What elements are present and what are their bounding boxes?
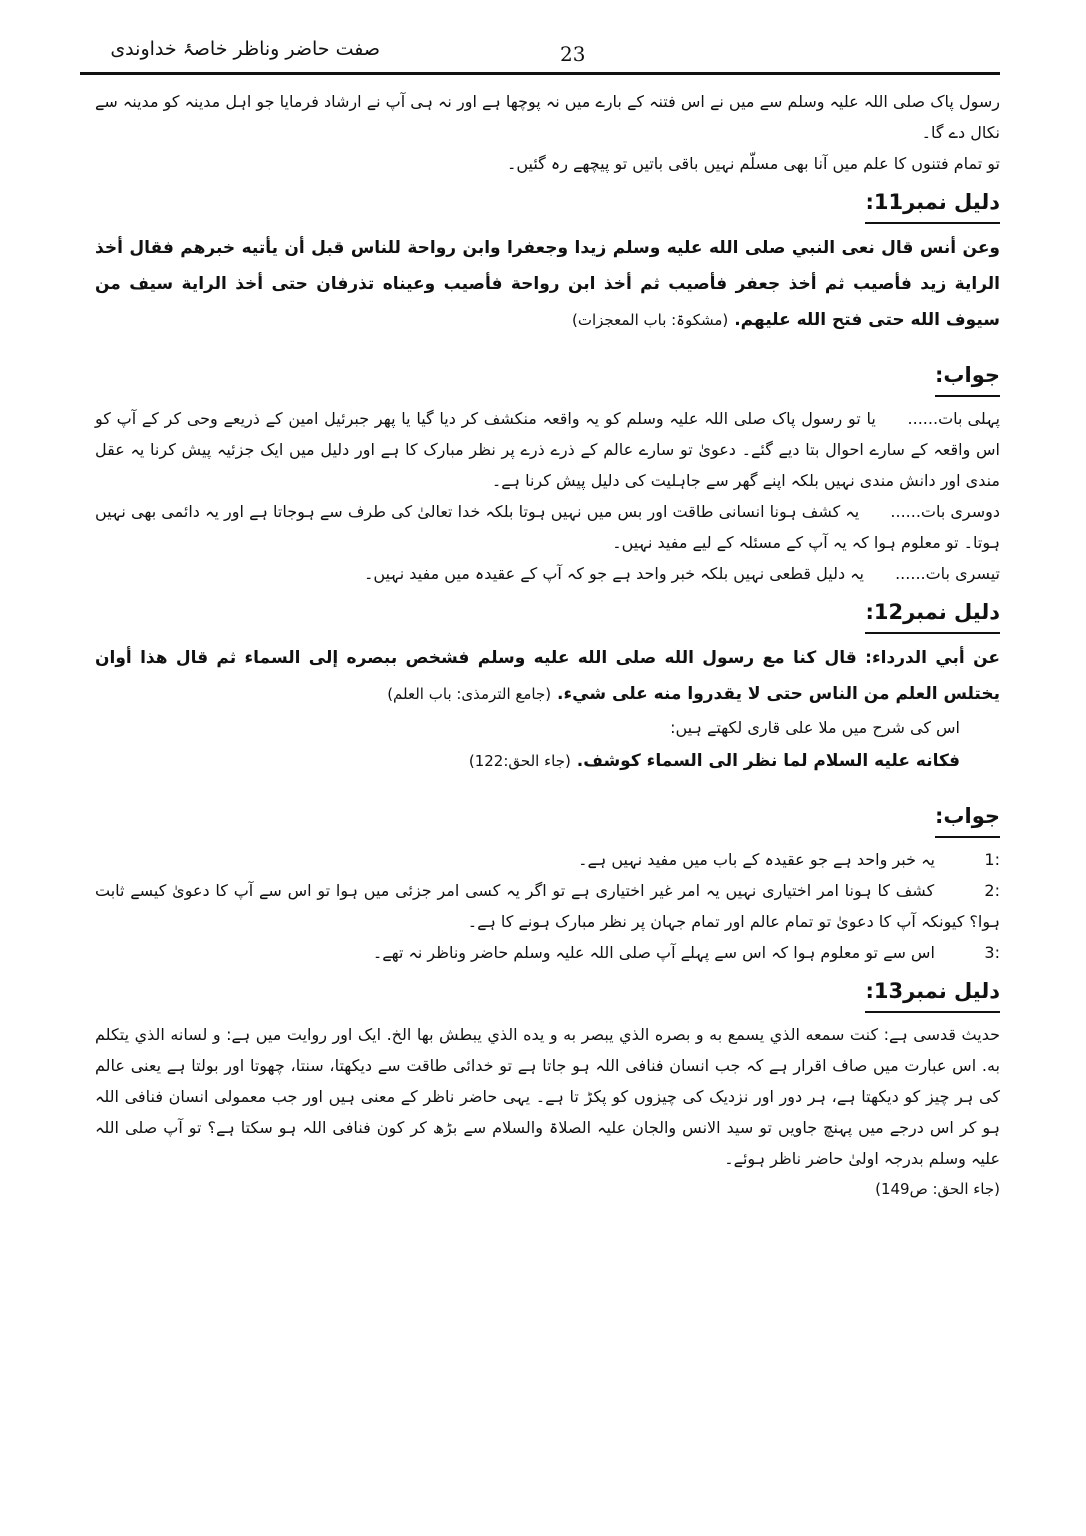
jawab-1-third-point	[95, 558, 1000, 589]
dalil-13-heading-text: دلیل نمبر13:	[865, 972, 1000, 1013]
first-point-label: پہلی بات......	[907, 409, 1000, 428]
item-text: یہ خبر واحد ہے جو عقیدہ کے باب میں مفید نہیں ہے۔	[578, 850, 935, 869]
dalil-11-reference: (مشکوۃ: باب المعجزات)	[571, 311, 729, 329]
jawab-2-item	[95, 844, 1000, 875]
page-number: 23	[560, 42, 586, 66]
dalil-12-arabic-text: عن أبي الدرداء: قال كنا مع رسول الله صلى الله عليه وسلم فشخص ببصره إلى السماء ثم قال هذا أوان يختلس العلم من الناس حتى لا يقدروا منه على شيء.	[95, 648, 1000, 704]
spacer	[95, 779, 1000, 793]
dalil-11-arabic	[95, 230, 1000, 338]
jawab-1-heading-text: جواب:	[935, 356, 1000, 397]
jawab-2-item	[95, 875, 1000, 937]
dalil-12-arabic	[95, 640, 1000, 712]
dalil-11-heading-text: دلیل نمبر11:	[865, 183, 1000, 224]
third-point-label: تیسری بات......	[895, 564, 1000, 583]
sharh-reference: (جاء الحق:122)	[468, 752, 571, 770]
item-number: 3:	[984, 943, 1000, 962]
jawab-1-first-point	[95, 403, 1000, 496]
header-rule	[80, 72, 1000, 75]
dalil-12-heading-text: دلیل نمبر12:	[865, 593, 1000, 634]
item-text: اس سے تو معلوم ہوا کہ اس سے پہلے آپ صلی اللہ علیہ وسلم حاضر وناظر نہ تھے۔	[372, 943, 935, 962]
dalil-13-heading	[95, 972, 1000, 1013]
jawab-2-heading-text: جواب:	[935, 797, 1000, 838]
item-number: 1:	[984, 850, 1000, 869]
dalil-12-reference: (جامع الترمذی: باب العلم)	[387, 685, 552, 703]
sharh-arabic-text: فكانه عليه السلام لما نظر الى السماء كوشف.	[576, 751, 960, 771]
second-point-label: دوسری بات......	[890, 502, 1000, 521]
item-text: کشف کا ہونا امر اختیاری نہیں یہ امر غیر اختیاری ہے تو اگر یہ کسی امر جزئی میں ہوا تو اس سے آپ کا دعویٰ کیسے ثابت ہوا؟ کیونکہ آپ کا دعویٰ تو تمام عالم اور تمام جہان پر نظر مبارک ہونے کا ہے۔	[95, 881, 1000, 931]
jawab-2-item	[95, 937, 1000, 968]
dalil-11-heading	[95, 183, 1000, 224]
page-header	[80, 34, 1000, 74]
second-point-text: یہ کشف ہونا انسانی طاقت اور بس میں نہیں ہوتا بلکہ خدا تعالیٰ کی طرف سے ہوجاتا ہے اور یہ دائمی بھی نہیں ہوتا۔ تو معلوم ہوا کہ یہ آپ کے مسئلہ کے لیے مفید نہیں۔	[95, 502, 1000, 552]
third-point-text: یہ دلیل قطعی نہیں بلکہ خبر واحد ہے جو کہ آپ کے عقیدہ میں مفید نہیں۔	[363, 564, 864, 583]
jawab-2-heading	[95, 797, 1000, 838]
sharh-arabic	[95, 743, 1000, 779]
header-title: صفت حاضر وناظر خاصۂ خداوندی	[110, 38, 380, 60]
page-content	[95, 86, 1000, 1204]
jawab-1-heading	[95, 356, 1000, 397]
spacer	[95, 338, 1000, 352]
intro-paragraph: رسول پاک صلی اللہ علیہ وسلم سے میں نے اس فتنہ کے بارے میں نہ پوچھا ہے اور نہ ہی آپ نے ارشاد فرمایا جو اہل مدینہ کو مدینہ سے نکال دے گا۔	[95, 92, 1000, 142]
dalil-13-reference: (جاء الحق: ص149)	[875, 1180, 1000, 1198]
dalil-11-arabic-text: وعن أنس قال نعى النبي صلى الله عليه وسلم زيدا وجعفرا وابن رواحة للناس قبل أن يأتيه خبرهم فقال أخذ الراية زيد فأصيب ثم أخذ جعفر فأصيب ثم أخذ ابن رواحة فأصيب وعيناه تذرفان حتى أخذ الراية سيف من سيوف الله حتى فتح الله عليهم.	[95, 238, 1000, 330]
intro-paragraph-2: تو تمام فتنوں کا علم میں آنا بھی مسلّم نہیں باقی باتیں تو پیچھے رہ گئیں۔	[506, 154, 1000, 173]
item-number: 2:	[984, 881, 1000, 900]
dalil-13-text: حدیث قدسی ہے: كنت سمعه الذي يسمع به و بصره الذي يبصر به و يده الذي يبطش بها الخ. ایک اور روایت میں ہے: و لسانه الذي يتكلم به. اس عبارت میں صاف اقرار ہے کہ جب انسان فنافی اللہ ہو جاتا ہے تو خدائی طاقت سے دیکھتا، سنتا، چھوتا اور بولتا ہے یعنی عالم کی ہر چیز کو دیکھتا ہے، ہر دور اور نزدیک کی چیزوں کو پکڑ تا ہے۔ یہی حاضر ناظر کے معنی ہیں اور جب معمولی انسان فنافی اللہ ہو کر اس درجے میں پہنچ جاویں تو سید الانس والجان علیہ الصلاۃ والسلام سے بڑھ کر کون فنافی اللہ ہو سکتا ہے؟ تو آپ صلی اللہ علیہ وسلم بدرجہ اولیٰ حاضر ناظر ہوئے۔	[95, 1025, 1001, 1168]
first-point-text: یا تو رسول پاک صلی اللہ علیہ وسلم کو یہ واقعہ منکشف کر دیا گیا یا پھر جبرئیل امین کے ذریعے وحی کر کے آپ کو اس واقعہ کے سارے احوال بتا دیے گئے۔ دعویٰ تو سارے عالم کے ذرے ذرے پر نظر مبارک کا ہے اور دلیل میں ایک جزئیہ پیش کرنا یہ عقل مندی اور دانش مندی نہیں بلکہ اپنے گھر سے جاہلیت کی دلیل پیش کرنا ہے۔	[95, 409, 1000, 490]
jawab-1-second-point	[95, 496, 1000, 558]
dalil-12-heading	[95, 593, 1000, 634]
sharh-intro: اس کی شرح میں ملا علی قاری لکھتے ہیں:	[670, 718, 960, 737]
